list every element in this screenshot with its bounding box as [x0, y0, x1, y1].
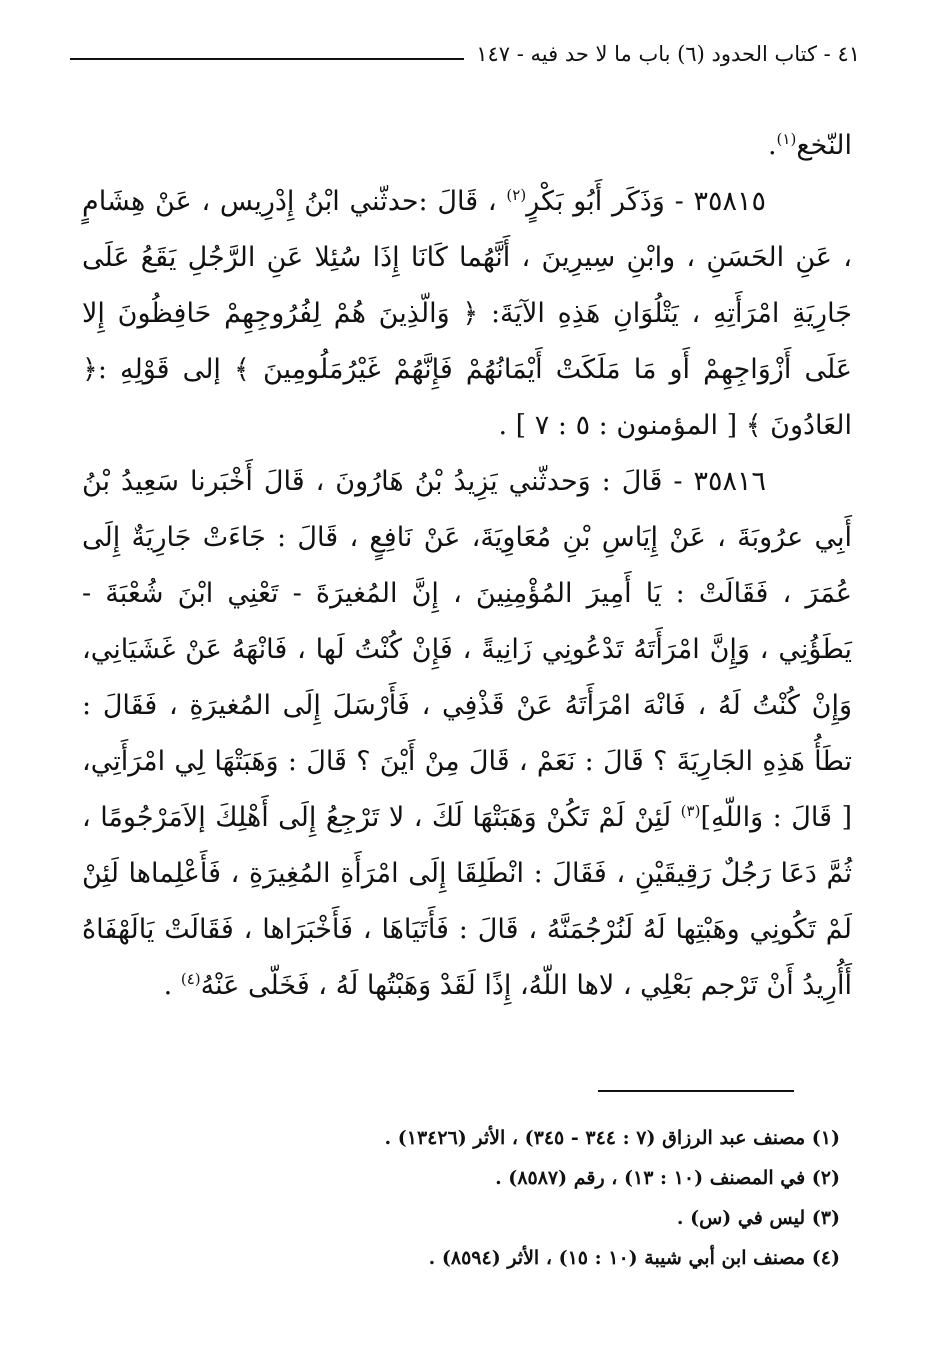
footnote-2: (٢) في المصنف (١٠ : ١٣) ، رقم (٨٥٨٧) .: [495, 1167, 840, 1189]
footnote-separator: [598, 1090, 794, 1092]
paragraph-text: ٣٥٨١٦ - قَالَ : وَحدثّني يَزِيدُ بْنُ هَارُونَ ، قَالَ أَخْبَرنا سَعِيدُ بْنُ أَبِي عرُوبَةَ ، عَنْ إِيَاسِ بْنِ مُعَاوِيَةَ، عَنْ نَافِعٍ ، قَالَ : جَاءَتْ جَارِيَةٌ إِلَى عُمَرَ ، فَقَالَتْ : يَا أَمِيرَ المُؤْمِنِينَ ، إِنَّ المُغيرَةَ - تَعْنِي ابْنَ شُعْبَةَ - يَطَؤُنِي ، وَإِنَّ امْرَأَتَهُ تَدْعُونِي زَانِيةً ، فَإِنْ كُنْتُ لَها ، فَانْهَهُ عَنْ غَشَيَانِي، وَإِنْ كُنْتُ لَهُ ، فَانْهَ امْرَأَتَهُ عَنْ قَذْفِي ، فَأَرْسَلَ إِلَى المُغيرَةِ ، فَقَالَ : تطَأُ هَذِهِ الجَارِيَةَ ؟ قَالَ : نَعَمْ ، قَالَ مِنْ أَيْنَ ؟ قَالَ : وَهَبَتْهَا لِي امْرَأَتِي، [ قَالَ : وَاللّهِ]: [82, 466, 853, 833]
paragraph-35815: [82, 174, 852, 454]
paragraph-text: النّخع: [796, 130, 852, 161]
paragraph-text: ٣٥٨١٥ - وَذَكَر أَبُو بَكْرٍ: [526, 186, 766, 217]
paragraph-text: لَئِنْ لَمْ تَكُنْ وَهَبَتْهَا لَكَ ، لا تَرْجِعُ إِلَى أَهْلِكَ إلاَمَرْجُومًا ، ثُمَّ دَعَا رَجُلٌ رَقِيقَيْنِ ، فَقَالَ : انْطَلِقَا إِلَى امْرَأَةِ المُغِيرَةِ ، فَأَعْلِماها لَئِنْ لَمْ تَكُونِي وهَبْتِها لَهُ لَنُرْجُمَنَّهُ ، قَالَ : فَأَتَيَاهَا ، فَأَخْبَرَاها ، فَقَالَتْ يَالَهْفَاهُ أَأُرِيدُ أَنْ تَرْجم بَعْلِي ، لاها اللّهُ، إِذًا لَقَدْ وَهَبْتُها لَهُ ، فَخَلّى عَنْهُ: [82, 802, 852, 1001]
footnote-marker: (١): [776, 130, 797, 148]
footnote-3: (٣) ليس في (س) .: [676, 1207, 840, 1229]
paragraph-continuation: [82, 118, 852, 174]
footnote-marker: (٣): [680, 802, 701, 820]
paragraph-35816: [82, 454, 852, 1014]
footnote-marker: (٢): [506, 186, 527, 204]
footnotes: [80, 1118, 840, 1278]
footnote-4: (٤) مصنف ابن أبي شيبة (١٠ : ١٥) ، الأثر (٨٥٩٤) .: [428, 1247, 840, 1269]
paragraph-text: ، قَالَ :حدثّني ابْنُ إِدْرِيس ، عَنْ هِشَامٍ ، عَنِ الحَسَنِ ، وابْنِ سِيرِينَ ، أَنَّهُما كَانَا إِذَا سُئِلا عَنِ الرَّجُلِ يَقَعُ عَلَى جَارِيَةِ امْرَأَتِهِ ، يَتْلُوَانِ هَذِهِ الآيَةَ: ﴿ وَالّذِينَ هُمْ لِفُرُوجِهِمْ حَافِظُونَ إِلا عَلَى أَزْوَاجِهِمْ أَو مَا مَلَكَتْ أَيْمَانُهُمْ فَإِنَّهُمْ غَيْرُمَلُومِينَ ﴾ إلى قَوْلِهِ :﴿ العَادُونَ ﴾ [ المؤمنون : ٥ : ٧ ] .: [82, 186, 852, 441]
footnote-marker: (٤): [180, 970, 201, 988]
running-header: [70, 28, 860, 68]
header-rule: [70, 58, 464, 60]
main-text: [82, 118, 852, 1014]
paragraph-tail: .: [767, 130, 777, 161]
paragraph-tail: .: [163, 970, 173, 1001]
footnote-1: (١) مصنف عبد الرزاق (٧ : ٣٤٤ - ٣٤٥) ، الأثر (١٣٤٢٦) .: [384, 1127, 840, 1149]
running-header-text: ٤١ - كتاب الحدود (٦) باب ما لا حد فيه - ١٤٧: [476, 42, 860, 66]
